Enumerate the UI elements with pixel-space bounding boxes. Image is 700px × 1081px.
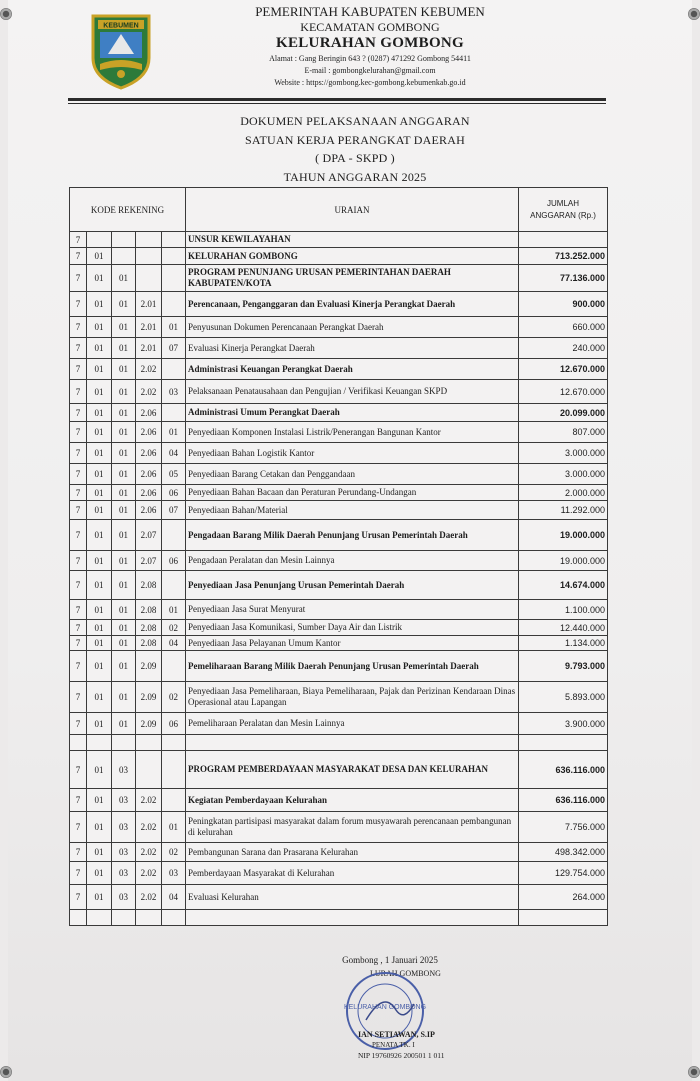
- jumlah-cell: 19.000.000: [519, 551, 608, 571]
- kode-cell: 01: [87, 520, 112, 551]
- table-row: [70, 789, 608, 812]
- title-line: TAHUN ANGGARAN 2025: [283, 169, 427, 184]
- kode-cell: 7: [70, 380, 87, 404]
- jumlah-cell: 264.000: [519, 885, 608, 910]
- kode-cell: 06: [162, 551, 186, 571]
- uraian-cell: Penyediaan Bahan Bacaan dan Peraturan Perundang-Undangan: [186, 485, 519, 501]
- uraian-cell: Pemeliharaan Peralatan dan Mesin Lainnya: [186, 713, 519, 735]
- jumlah-cell: 129.754.000: [519, 862, 608, 885]
- grommet-bottom-left: [0, 1066, 12, 1078]
- table-row: [70, 600, 608, 620]
- jumlah-cell: 2.000.000: [519, 485, 608, 501]
- kode-cell: 01: [162, 317, 186, 338]
- kode-cell: 2.06: [136, 422, 162, 443]
- gov-name: PEMERINTAH KABUPATEN KEBUMEN: [255, 4, 485, 19]
- kode-cell: 01: [87, 464, 112, 485]
- kode-cell: 7: [70, 862, 87, 885]
- kode-cell: 7: [70, 485, 87, 501]
- uraian-cell: Penyediaan Bahan/Material: [186, 501, 519, 520]
- table-row: [70, 422, 608, 443]
- kode-cell: 04: [162, 636, 186, 651]
- svg-text:KEBUMEN: KEBUMEN: [103, 22, 139, 30]
- kode-cell: 02: [162, 843, 186, 862]
- kode-cell: 7: [70, 600, 87, 620]
- kode-cell: 01: [112, 292, 136, 317]
- uraian-cell: Penyediaan Barang Cetakan dan Penggandaan: [186, 464, 519, 485]
- kode-cell: 01: [112, 571, 136, 600]
- jumlah-cell: 9.793.000: [519, 651, 608, 682]
- kode-cell: 2.06: [136, 404, 162, 422]
- grommet-bottom-right: [688, 1066, 700, 1078]
- uraian-cell: Pengadaan Peralatan dan Mesin Lainnya: [186, 551, 519, 571]
- kode-cell: [112, 735, 136, 751]
- uraian-cell: UNSUR KEWILAYAHAN: [186, 232, 519, 248]
- kode-cell: 01: [87, 751, 112, 789]
- kode-cell: 2.02: [136, 885, 162, 910]
- kode-cell: [162, 520, 186, 551]
- table-row: [70, 885, 608, 910]
- kode-cell: 2.02: [136, 812, 162, 843]
- uraian-cell: [186, 910, 519, 926]
- jumlah-cell: [519, 232, 608, 248]
- uraian-cell: Administrasi Keuangan Perangkat Daerah: [186, 359, 519, 380]
- kode-cell: 2.02: [136, 862, 162, 885]
- kode-cell: 2.07: [136, 551, 162, 571]
- uraian-cell: Pembangunan Sarana dan Prasarana Kelurahan: [186, 843, 519, 862]
- kode-cell: 2.09: [136, 713, 162, 735]
- kode-cell: 2.02: [136, 843, 162, 862]
- kode-cell: [87, 735, 112, 751]
- jumlah-cell: 240.000: [519, 338, 608, 359]
- kode-cell: 01: [112, 636, 136, 651]
- jumlah-cell: 3.000.000: [519, 464, 608, 485]
- table-row: [70, 265, 608, 292]
- uraian-cell: Administrasi Umum Perangkat Daerah: [186, 404, 519, 422]
- kode-cell: 01: [112, 338, 136, 359]
- kode-cell: 7: [70, 422, 87, 443]
- kode-cell: 03: [162, 862, 186, 885]
- header-rule-thin: [68, 103, 606, 104]
- uraian-cell: PROGRAM PENUNJANG URUSAN PEMERINTAHAN DAERAH KABUPATEN/KOTA: [186, 265, 519, 292]
- jumlah-cell: 19.000.000: [519, 520, 608, 551]
- table-row: [70, 682, 608, 713]
- table-row: [70, 501, 608, 520]
- official-stamp: [344, 970, 426, 1052]
- kode-cell: 2.01: [136, 338, 162, 359]
- kode-cell: 7: [70, 404, 87, 422]
- uraian-cell: KELURAHAN GOMBONG: [186, 248, 519, 265]
- email: E-mail : gombongkelurahan@gmail.com: [304, 66, 436, 75]
- kode-cell: 01: [87, 443, 112, 464]
- kode-cell: 01: [87, 571, 112, 600]
- kode-cell: [87, 910, 112, 926]
- kode-cell: 01: [87, 485, 112, 501]
- table-row: [70, 812, 608, 843]
- kode-cell: [112, 232, 136, 248]
- kode-cell: 01: [162, 600, 186, 620]
- kode-cell: 01: [112, 485, 136, 501]
- jumlah-cell: 3.000.000: [519, 443, 608, 464]
- table-row: [70, 735, 608, 751]
- uraian-cell: Penyediaan Jasa Penunjang Urusan Pemerintah Daerah: [186, 571, 519, 600]
- kode-cell: 2.02: [136, 380, 162, 404]
- kode-cell: [162, 789, 186, 812]
- kode-cell: 01: [87, 248, 112, 265]
- district-name: KECAMATAN GOMBONG: [300, 20, 440, 34]
- jumlah-cell: 660.000: [519, 317, 608, 338]
- kode-cell: [136, 232, 162, 248]
- kode-cell: 7: [70, 636, 87, 651]
- kode-cell: 01: [112, 501, 136, 520]
- kode-cell: 2.06: [136, 464, 162, 485]
- uraian-cell: Pengadaan Barang Milik Daerah Penunjang Urusan Pemerintah Daerah: [186, 520, 519, 551]
- kode-cell: 7: [70, 292, 87, 317]
- kode-cell: 05: [162, 464, 186, 485]
- uraian-cell: Evaluasi Kelurahan: [186, 885, 519, 910]
- kebumen-emblem-logo: [90, 12, 152, 90]
- kode-cell: 01: [87, 885, 112, 910]
- kode-cell: 7: [70, 248, 87, 265]
- kode-cell: 7: [70, 359, 87, 380]
- kode-cell: 2.01: [136, 317, 162, 338]
- kode-cell: [136, 910, 162, 926]
- kode-cell: 01: [112, 380, 136, 404]
- kode-cell: 01: [87, 789, 112, 812]
- jumlah-cell: [519, 910, 608, 926]
- kode-cell: [70, 910, 87, 926]
- uraian-cell: Peningkatan partisipasi masyarakat dalam forum musyawarah perencanaan pembangunan di kelurahan: [186, 812, 519, 843]
- kode-cell: [162, 751, 186, 789]
- kode-cell: 01: [87, 359, 112, 380]
- kode-cell: 03: [112, 812, 136, 843]
- table-row: [70, 520, 608, 551]
- kode-cell: 01: [112, 265, 136, 292]
- kode-cell: 03: [112, 751, 136, 789]
- kode-cell: 7: [70, 885, 87, 910]
- jumlah-cell: 636.116.000: [519, 789, 608, 812]
- kode-cell: 01: [112, 464, 136, 485]
- table-row: [70, 551, 608, 571]
- kode-cell: [112, 248, 136, 265]
- table-row: [70, 248, 608, 265]
- uraian-cell: Penyusunan Dokumen Perencanaan Perangkat Daerah: [186, 317, 519, 338]
- table-row: [70, 292, 608, 317]
- kode-cell: 01: [112, 422, 136, 443]
- sign-position: LURAH GOMBONG: [370, 969, 441, 978]
- kode-cell: 03: [162, 380, 186, 404]
- uraian-cell: Pelaksanaan Penatausahaan dan Pengujian / Verifikasi Keuangan SKPD: [186, 380, 519, 404]
- kode-cell: 01: [112, 651, 136, 682]
- kode-cell: 01: [87, 620, 112, 636]
- jumlah-cell: 11.292.000: [519, 501, 608, 520]
- table-header-row: [70, 188, 608, 232]
- grommet-top-right: [688, 8, 700, 20]
- letterhead: [190, 4, 550, 89]
- uraian-cell: Pemberdayaan Masyarakat di Kelurahan: [186, 862, 519, 885]
- jumlah-cell: 20.099.000: [519, 404, 608, 422]
- kode-cell: 01: [162, 422, 186, 443]
- kode-cell: [162, 735, 186, 751]
- kode-cell: 01: [162, 812, 186, 843]
- table-row: [70, 910, 608, 926]
- kode-cell: 7: [70, 317, 87, 338]
- kode-cell: [112, 910, 136, 926]
- kode-cell: 04: [162, 443, 186, 464]
- kode-cell: [136, 265, 162, 292]
- signatory-nip: NIP 19760926 200501 1 011: [358, 1051, 445, 1060]
- table-row: [70, 485, 608, 501]
- signatory-name: IAN SETIAWAN, S.IP: [358, 1030, 435, 1039]
- budget-table: [69, 187, 608, 926]
- kode-cell: 7: [70, 713, 87, 735]
- kode-cell: 7: [70, 651, 87, 682]
- kode-cell: 01: [87, 600, 112, 620]
- jumlah-cell: 12.440.000: [519, 620, 608, 636]
- kode-cell: 01: [87, 292, 112, 317]
- table-row: [70, 338, 608, 359]
- table-row: [70, 380, 608, 404]
- jumlah-cell: 807.000: [519, 422, 608, 443]
- kode-cell: [70, 735, 87, 751]
- kode-cell: 2.09: [136, 651, 162, 682]
- kode-cell: 7: [70, 338, 87, 359]
- kode-cell: 2.07: [136, 520, 162, 551]
- kode-cell: 7: [70, 843, 87, 862]
- title-line: ( DPA - SKPD ): [315, 151, 395, 165]
- kode-cell: 7: [70, 265, 87, 292]
- table-row: [70, 713, 608, 735]
- kode-cell: 7: [70, 812, 87, 843]
- kode-cell: [162, 292, 186, 317]
- kode-cell: 2.08: [136, 636, 162, 651]
- kode-cell: 01: [87, 862, 112, 885]
- kode-cell: 03: [112, 843, 136, 862]
- kode-cell: [162, 232, 186, 248]
- kode-cell: [136, 751, 162, 789]
- kode-cell: 7: [70, 789, 87, 812]
- kode-cell: 2.02: [136, 789, 162, 812]
- header-jumlah-line2: ANGGARAN (Rp.): [530, 210, 596, 220]
- kode-cell: [136, 735, 162, 751]
- kode-cell: 03: [112, 885, 136, 910]
- kode-cell: 01: [112, 682, 136, 713]
- jumlah-cell: 900.000: [519, 292, 608, 317]
- kode-cell: 01: [87, 551, 112, 571]
- kode-cell: 2.08: [136, 571, 162, 600]
- uraian-cell: Penyediaan Bahan Logistik Kantor: [186, 443, 519, 464]
- kode-cell: 01: [87, 501, 112, 520]
- jumlah-cell: 12.670.000: [519, 359, 608, 380]
- kode-cell: [136, 248, 162, 265]
- kode-cell: 7: [70, 571, 87, 600]
- kode-cell: [162, 248, 186, 265]
- table-row: [70, 751, 608, 789]
- kode-cell: 06: [162, 713, 186, 735]
- header-jumlah: [519, 188, 608, 232]
- table-row: [70, 651, 608, 682]
- kode-cell: 7: [70, 464, 87, 485]
- table-row: [70, 620, 608, 636]
- jumlah-cell: 5.893.000: [519, 682, 608, 713]
- kode-cell: 2.01: [136, 292, 162, 317]
- kode-cell: 01: [112, 317, 136, 338]
- kode-cell: 07: [162, 501, 186, 520]
- kode-cell: 01: [112, 404, 136, 422]
- jumlah-cell: 14.674.000: [519, 571, 608, 600]
- table-row: [70, 359, 608, 380]
- svg-text:KELURAHAN GOMBONG: KELURAHAN GOMBONG: [344, 1004, 426, 1011]
- table-row: [70, 317, 608, 338]
- kode-cell: 01: [87, 713, 112, 735]
- kode-cell: 04: [162, 885, 186, 910]
- kode-cell: 01: [87, 380, 112, 404]
- sign-place-date: Gombong , 1 Januari 2025: [342, 955, 438, 965]
- kode-cell: 01: [87, 317, 112, 338]
- kode-cell: [162, 265, 186, 292]
- jumlah-cell: 77.136.000: [519, 265, 608, 292]
- uraian-cell: Penyediaan Jasa Pelayanan Umum Kantor: [186, 636, 519, 651]
- kode-cell: 01: [87, 265, 112, 292]
- uraian-cell: Penyediaan Jasa Surat Menyurat: [186, 600, 519, 620]
- jumlah-cell: 498.342.000: [519, 843, 608, 862]
- kelurahan-name: KELURAHAN GOMBONG: [275, 35, 465, 51]
- jumlah-cell: 12.670.000: [519, 380, 608, 404]
- grommet-top-left: [0, 8, 12, 20]
- uraian-cell: Penyediaan Jasa Komunikasi, Sumber Daya Air dan Listrik: [186, 620, 519, 636]
- website: Website : https://gombong.kec-gombong.kebumenkab.go.id: [274, 78, 466, 87]
- uraian-cell: Pemeliharaan Barang Milik Daerah Penunjang Urusan Pemerintah Daerah: [186, 651, 519, 682]
- uraian-cell: Perencanaan, Penganggaran dan Evaluasi Kinerja Perangkat Daerah: [186, 292, 519, 317]
- uraian-cell: [186, 735, 519, 751]
- table-row: [70, 843, 608, 862]
- kode-cell: 2.06: [136, 501, 162, 520]
- header-jumlah-line1: JUMLAH: [547, 198, 580, 208]
- uraian-cell: Evaluasi Kinerja Perangkat Daerah: [186, 338, 519, 359]
- kode-cell: [87, 232, 112, 248]
- kode-cell: 01: [112, 713, 136, 735]
- kode-cell: 01: [87, 651, 112, 682]
- kode-cell: 7: [70, 501, 87, 520]
- kode-cell: 7: [70, 232, 87, 248]
- uraian-cell: Penyediaan Jasa Pemeliharaan, Biaya Pemeliharaan, Pajak dan Perizinan Kendaraan Dinas Operasional atau Lapangan: [186, 682, 519, 713]
- kode-cell: [162, 571, 186, 600]
- table-row: [70, 232, 608, 248]
- kode-cell: 02: [162, 682, 186, 713]
- jumlah-cell: 3.900.000: [519, 713, 608, 735]
- address: Alamat : Gang Beringin 643 ? (0287) 471292 Gombong 54411: [269, 54, 471, 63]
- kode-cell: [162, 651, 186, 682]
- jumlah-cell: [519, 735, 608, 751]
- kode-cell: 01: [112, 443, 136, 464]
- table-row: [70, 636, 608, 651]
- document-title: [150, 112, 560, 186]
- table-row: [70, 862, 608, 885]
- kode-cell: 7: [70, 443, 87, 464]
- table-row: [70, 464, 608, 485]
- kode-cell: 7: [70, 620, 87, 636]
- kode-cell: 7: [70, 682, 87, 713]
- uraian-cell: Penyediaan Komponen Instalasi Listrik/Penerangan Bangunan Kantor: [186, 422, 519, 443]
- kode-cell: 01: [112, 600, 136, 620]
- kode-cell: [162, 404, 186, 422]
- kode-cell: 7: [70, 751, 87, 789]
- table-row: [70, 571, 608, 600]
- header-rule-thick: [68, 98, 606, 101]
- kode-cell: 01: [112, 359, 136, 380]
- kode-cell: 7: [70, 551, 87, 571]
- title-line: DOKUMEN PELAKSANAAN ANGGARAN: [240, 114, 470, 128]
- jumlah-cell: 636.116.000: [519, 751, 608, 789]
- uraian-cell: Kegiatan Pemberdayaan Kelurahan: [186, 789, 519, 812]
- kode-cell: 01: [112, 520, 136, 551]
- kode-cell: 2.06: [136, 485, 162, 501]
- kode-cell: 01: [87, 636, 112, 651]
- kode-cell: 01: [87, 682, 112, 713]
- kode-cell: 06: [162, 485, 186, 501]
- kode-cell: 01: [87, 404, 112, 422]
- kode-cell: 2.02: [136, 359, 162, 380]
- kode-cell: 01: [87, 422, 112, 443]
- jumlah-cell: 7.756.000: [519, 812, 608, 843]
- kode-cell: 01: [87, 843, 112, 862]
- kode-cell: 03: [112, 862, 136, 885]
- jumlah-cell: 1.134.000: [519, 636, 608, 651]
- kode-cell: 03: [112, 789, 136, 812]
- kode-cell: 02: [162, 620, 186, 636]
- kode-cell: 2.08: [136, 600, 162, 620]
- kode-cell: 07: [162, 338, 186, 359]
- kode-cell: 01: [112, 620, 136, 636]
- title-line: SATUAN KERJA PERANGKAT DAERAH: [245, 132, 465, 147]
- kode-cell: [162, 359, 186, 380]
- header-uraian: URAIAN: [186, 188, 519, 232]
- uraian-cell: PROGRAM PEMBERDAYAAN MASYARAKAT DESA DAN KELURAHAN: [186, 751, 519, 789]
- table-row: [70, 404, 608, 422]
- header-kode-rekening: KODE REKENING: [70, 188, 186, 232]
- signatory-rank: PENATA TK. I: [372, 1041, 415, 1049]
- kode-cell: 2.06: [136, 443, 162, 464]
- table-row: [70, 443, 608, 464]
- kode-cell: 2.08: [136, 620, 162, 636]
- kode-cell: 7: [70, 520, 87, 551]
- kode-cell: 2.09: [136, 682, 162, 713]
- jumlah-cell: 1.100.000: [519, 600, 608, 620]
- jumlah-cell: 713.252.000: [519, 248, 608, 265]
- kode-cell: 01: [112, 551, 136, 571]
- kode-cell: 01: [87, 812, 112, 843]
- kode-cell: 01: [87, 338, 112, 359]
- kode-cell: [162, 910, 186, 926]
